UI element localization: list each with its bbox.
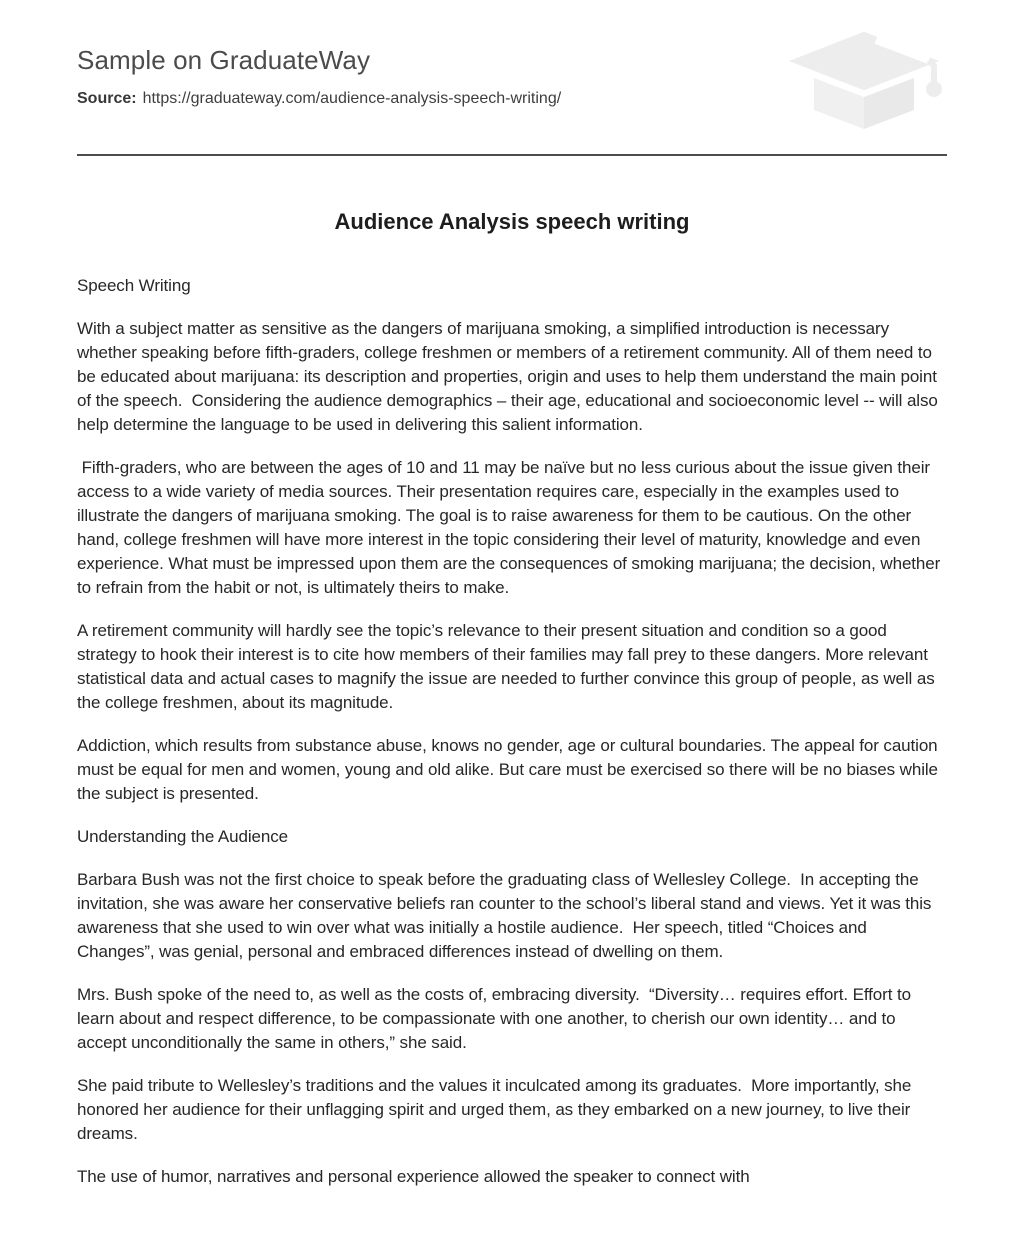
paragraph: Mrs. Bush spoke of the need to, as well as the costs of, embracing diversity. “Diversity… requires effort. Effort to learn about and respect difference, to be compassionate with one another, to cherish our own identity… and to accept unconditionally the same in others,” she said. bbox=[77, 985, 916, 1052]
article bbox=[77, 208, 947, 1189]
paragraph: She paid tribute to Wellesley’s traditions and the values it inculcated among its graduates. More importantly, she honored her audience for their unflagging spirit and urged them, as they embarked on a new journey, to live their dreams. bbox=[77, 1076, 916, 1143]
paragraph-truncated: The use of humor, narratives and personal experience allowed the speaker to connect with bbox=[77, 1167, 750, 1186]
source-label: Source: bbox=[77, 90, 137, 107]
paragraph: Addiction, which results from substance abuse, knows no gender, age or cultural boundaries. The appeal for caution must be equal for men and women, young and old alike. But care must be exercised so there will be no biases while the subject is presented. bbox=[77, 736, 943, 803]
section-heading: Understanding the Audience bbox=[77, 827, 289, 846]
article-content bbox=[77, 274, 947, 1189]
source-url[interactable]: https://graduateway.com/audience-analysis-speech-writing/ bbox=[142, 90, 562, 107]
graduation-cap-icon bbox=[780, 28, 948, 132]
article-title: Audience Analysis speech writing bbox=[334, 209, 690, 234]
paragraph: Barbara Bush was not the first choice to speak before the graduating class of Wellesley College. In accepting the invitation, she was aware her conservative beliefs ran counter to the school’s liberal stand and views. Yet it was this awareness that she used to win over what was initially a hostile audience. Her speech, titled “Choices and Changes”, was genial, personal and embraced differences instead of dwelling on them. bbox=[77, 870, 936, 961]
paragraph: With a subject matter as sensitive as the dangers of marijuana smoking, a simplified introduction is necessary whether speaking before fifth-graders, college freshmen or members of a retirement community. All of them need to be educated about marijuana: its description and properties, origin and uses to help them understand the main point of the speech. Considering the audience demographics – their age, educational and socioeconomic level -- will also help determine the language to be used in delivering this salient information. bbox=[77, 319, 943, 434]
site-title: Sample on GraduateWay bbox=[77, 45, 371, 75]
header-divider bbox=[77, 154, 947, 156]
header bbox=[77, 44, 947, 156]
paragraph: A retirement community will hardly see the topic’s relevance to their present situation and condition so a good strategy to hook their interest is to cite how members of their families may fall prey to these dangers. More relevant statistical data and actual cases to magnify the issue are needed to further convince this group of people, as well as the college freshmen, about its magnitude. bbox=[77, 621, 940, 712]
paragraph: Fifth-graders, who are between the ages of 10 and 11 may be naïve but no less curious about the issue given their access to a wide variety of media sources. Their presentation requires care, especially in the examples used to illustrate the dangers of marijuana smoking. The goal is to raise awareness for them to be cautious. On the other hand, college freshmen will have more interest in the topic considering their level of maturity, knowledge and even experience. What must be impressed upon them are the consequences of smoking marijuana; the decision, whether to refrain from the habit or not, is ultimately theirs to make. bbox=[77, 458, 945, 597]
article-subtitle: Speech Writing bbox=[77, 276, 191, 295]
